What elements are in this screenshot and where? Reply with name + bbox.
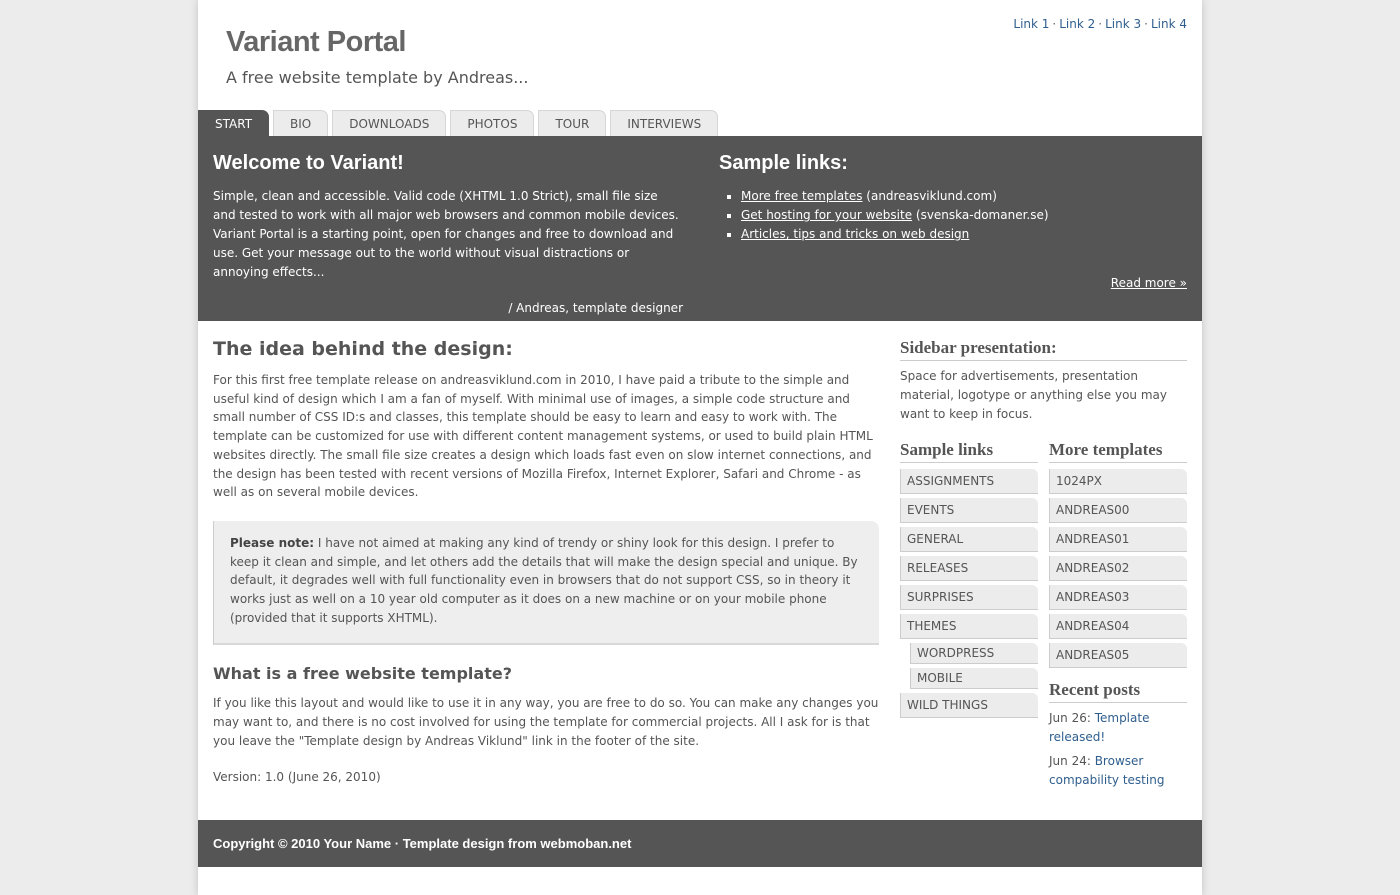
more-free-templates-link[interactable]: More free templates <box>741 189 863 203</box>
menu-item-wild-things[interactable]: WILD THINGS <box>900 693 1038 718</box>
sidebar-sample-links <box>900 440 1038 722</box>
menu-item-general[interactable]: GENERAL <box>900 527 1038 552</box>
list-item <box>1049 752 1187 789</box>
note-text: I have not aimed at making any kind of trendy or shiny look for this design. I prefer to keep it clean and simple, and let others add the details that will make the design special and unique. By default, it degrades well with full functionality even in browsers that do not support CSS, so in theory it works just as well on a 10 year old computer as it does on a new machine or on your mobile phone (provided that it supports XHTML). <box>230 535 858 625</box>
intro-banner <box>198 136 1202 321</box>
menu-item-andreas01[interactable]: ANDREAS01 <box>1049 527 1187 552</box>
list-item <box>741 206 1187 225</box>
list-item <box>1049 709 1187 746</box>
sample-links-list <box>719 187 1187 244</box>
main-content <box>213 338 879 786</box>
tab-photos[interactable]: PHOTOS <box>450 110 534 136</box>
free-template-title: What is a free website template? <box>213 664 512 684</box>
site-subtitle: A free website template by Andreas... <box>226 68 529 87</box>
menu-item-andreas03[interactable]: ANDREAS03 <box>1049 585 1187 610</box>
top-link-1[interactable]: Link 1 <box>1013 17 1050 31</box>
sidebar-links-title: Sample links <box>900 440 1038 463</box>
post-date: Jun 24: <box>1049 754 1095 769</box>
more-templates-menu <box>1049 469 1187 668</box>
menu-item-assignments[interactable]: ASSIGNMENTS <box>900 469 1038 494</box>
free-template-text: If you like this layout and would like to use it in any way, you are free to do so. You can make any changes you may want to, and there is no cost involved for using the template for commercial projects. All I ask for is that you leave the "Template design by Andreas Viklund" link in the footer of the site. <box>213 696 879 748</box>
main-nav-tabs <box>198 110 722 136</box>
articles-tips-link[interactable]: Articles, tips and tricks on web design <box>741 227 970 241</box>
top-link-4[interactable]: Link 4 <box>1150 17 1187 31</box>
top-link-3[interactable]: Link 3 <box>1105 17 1142 31</box>
get-hosting-link[interactable]: Get hosting for your website <box>741 208 913 222</box>
welcome-signature: / Andreas, template designer <box>508 301 683 315</box>
top-link-2[interactable]: Link 2 <box>1059 17 1096 31</box>
note-box <box>213 521 879 646</box>
menu-item-releases[interactable]: RELEASES <box>900 556 1038 581</box>
tab-bio[interactable]: BIO <box>273 110 328 136</box>
page-container <box>198 0 1202 895</box>
welcome-section <box>213 152 683 318</box>
menu-item-1024px[interactable]: 1024PX <box>1049 469 1187 494</box>
post-link-template-released[interactable]: Template released! <box>1049 711 1150 744</box>
note-label: Please note: <box>230 535 315 550</box>
intro-paragraph: For this first free template release on andreasviklund.com in 2010, I have paid a tribute to the simple and useful kind of design which I am a fan of myself. With minimal use of images, a simple code structure and small number of CSS ID:s and classes, this template should be easy to learn and easy to work with. The template can be customized for use with different content management systems, or used to build plain HTML websites directly. The small file size creates a design which loads fast even on slow internet connections, and the design has been tested with recent versions of Mozilla Firefox, Internet Explorer, Safari and Chrome - as well as on several mobile devices. <box>213 373 873 500</box>
footer-text: Copyright © 2010 Your Name · Template design from webmoban.net <box>213 836 632 851</box>
menu-item-mobile[interactable]: MOBILE <box>910 668 1038 689</box>
post-date: Jun 26: <box>1049 711 1095 725</box>
banner-sample-links <box>719 152 1187 290</box>
sidebar-presentation <box>900 338 1187 424</box>
menu-item-events[interactable]: EVENTS <box>900 498 1038 523</box>
recent-posts <box>1049 680 1187 790</box>
sidebar-more-templates <box>1049 440 1187 790</box>
recent-posts-title: Recent posts <box>1049 680 1187 703</box>
menu-item-surprises[interactable]: SURPRISES <box>900 585 1038 610</box>
top-links <box>1013 17 1187 31</box>
sidebar <box>900 338 1187 788</box>
link-note: (svenska-domaner.se) <box>912 208 1049 222</box>
main-title: The idea behind the design: <box>213 338 513 360</box>
menu-item-wordpress[interactable]: WORDPRESS <box>910 643 1038 664</box>
welcome-title: Welcome to Variant! <box>213 152 404 174</box>
menu-item-andreas05[interactable]: ANDREAS05 <box>1049 643 1187 668</box>
post-link-browser-testing[interactable]: Browser compability testing <box>1049 754 1165 788</box>
list-item <box>741 225 1187 244</box>
welcome-text: Simple, clean and accessible. Valid code (XHTML 1.0 Strict), small file size and tested to work with all major web browsers and common mobile devices. Variant Portal is a starting point, open for changes and free to download and use. Get your message out to the world without visual distractions or annoying effects... <box>213 189 679 279</box>
sidebar-presentation-title: Sidebar presentation: <box>900 338 1187 361</box>
top-link-separator: · <box>1144 17 1148 31</box>
sample-links-title: Sample links: <box>719 152 848 174</box>
tab-start[interactable]: START <box>198 110 269 136</box>
menu-item-andreas00[interactable]: ANDREAS00 <box>1049 498 1187 523</box>
read-more-link[interactable]: Read more » <box>1110 276 1187 290</box>
footer <box>198 820 1202 867</box>
sidebar-presentation-text: Space for advertisements, presentation material, logotype or anything else you may want to keep in focus. <box>900 369 1167 421</box>
menu-item-themes[interactable]: THEMES <box>900 614 1038 639</box>
top-link-separator: · <box>1098 17 1103 31</box>
tab-tour[interactable]: TOUR <box>538 110 606 136</box>
top-link-separator: · <box>1052 17 1057 31</box>
tab-interviews[interactable]: INTERVIEWS <box>610 110 718 136</box>
sample-links-menu <box>900 469 1038 718</box>
tab-downloads[interactable]: DOWNLOADS <box>332 110 446 136</box>
more-templates-title: More templates <box>1049 440 1187 463</box>
menu-item-andreas04[interactable]: ANDREAS04 <box>1049 614 1187 639</box>
menu-item-andreas02[interactable]: ANDREAS02 <box>1049 556 1187 581</box>
list-item <box>741 187 1187 206</box>
link-note: (andreasviklund.com) <box>862 189 997 203</box>
version-text: Version: 1.0 (June 26, 2010) <box>213 769 381 784</box>
site-title[interactable]: Variant Portal <box>226 26 406 58</box>
